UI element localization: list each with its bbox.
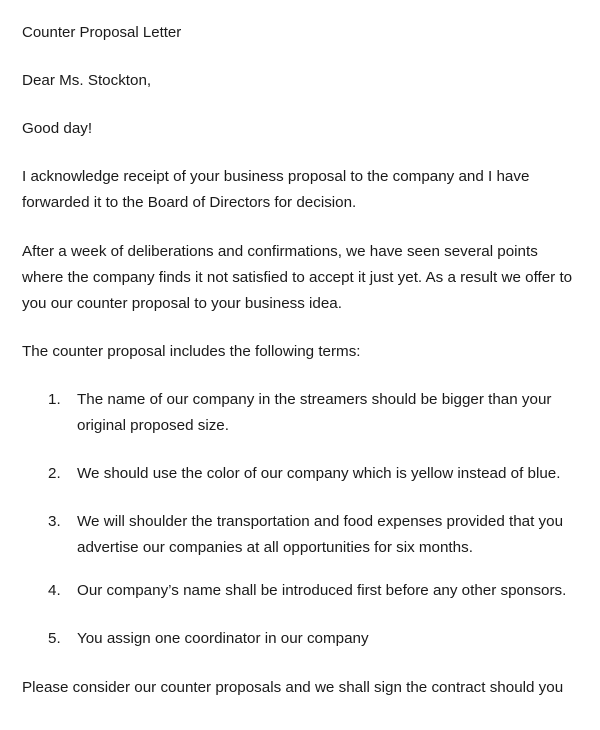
paragraph-acknowledgement [22,164,592,216]
term-line: advertise our companies at all opportunities for six months. [77,539,473,556]
greeting-text: Good day! [22,120,93,137]
salutation [22,68,592,94]
closing-paragraph [22,675,592,701]
paragraph-line: forwarded it to the Board of Directors for decision. [22,194,357,211]
term-number: 5. [48,630,61,647]
paragraph-line: After a week of deliberations and confirmations, we have seen several points [22,243,538,260]
terms-intro-text: The counter proposal includes the following terms: [22,343,361,360]
term-line: Our company’s name shall be introduced first before any other sponsors. [77,582,567,599]
term-line: We will shoulder the transportation and food expenses provided that you [77,513,564,530]
term-number: 1. [48,391,61,408]
term-text [77,461,593,487]
term-line: We should use the color of our company which is yellow instead of blue. [77,465,561,482]
term-text [77,578,593,604]
term-number: 2. [48,465,61,482]
paragraph-line: where the company finds it not satisfied to accept it just yet. As a result we offer to [22,269,573,286]
term-line: You assign one coordinator in our company [77,630,369,647]
term-number: 4. [48,582,61,599]
paragraph-deliberations [22,239,592,317]
term-line: The name of our company in the streamers should be bigger than your [77,391,552,408]
term-text [77,509,593,561]
paragraph-line: you our counter proposal to your business idea. [22,295,342,312]
salutation-text: Dear Ms. Stockton, [22,72,152,89]
term-number: 3. [48,513,61,530]
greeting [22,116,592,142]
paragraph-line: I acknowledge receipt of your business proposal to the company and I have [22,168,530,185]
closing-line: Please consider our counter proposals and we shall sign the contract should you [22,679,564,696]
terms-intro [22,339,592,365]
document-title: Counter Proposal Letter [22,24,182,41]
term-line: original proposed size. [77,417,229,434]
term-text [77,387,593,439]
term-text [77,626,593,652]
